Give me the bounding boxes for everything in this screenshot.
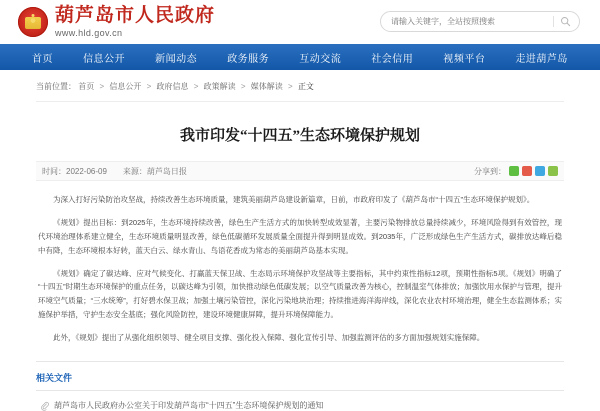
related-files-section [36,361,564,411]
site-url: www.hld.gov.cn [55,28,123,39]
nav-item-2[interactable]: 新闻动态 [155,53,198,65]
share-group [474,166,558,177]
article-body [36,181,564,345]
search-box[interactable] [380,11,580,32]
breadcrumb-item-0[interactable]: 首页 [78,82,95,91]
article-paragraph-3: 此外，《规划》提出了从强化组织领导、健全项目支撑、强化投入保障、强化宣传引导、加强监测评估的多方面加强规划实施保障。 [53,333,485,342]
site-branding [55,6,215,39]
nav-item-0[interactable]: 首页 [32,53,53,65]
qq-icon[interactable] [535,166,545,176]
article-time [42,166,107,177]
article-meta-left [42,166,187,177]
article-meta-bar [36,161,564,181]
site-title: 葫芦岛市人民政府 [55,4,216,26]
breadcrumb-item-4[interactable]: 媒体解读 [250,82,283,91]
main-nav [0,44,600,70]
content-card [0,70,600,411]
article-time-value: 2022-06-09 [66,166,107,176]
related-files-title: 相关文件 [36,371,564,391]
breadcrumb-item-1[interactable]: 信息公开 [109,82,142,91]
weibo-icon[interactable] [522,166,532,176]
breadcrumb-sep-2: > [193,82,199,91]
wechat-icon[interactable] [509,166,519,176]
nav-item-4[interactable]: 互动交流 [299,53,342,65]
breadcrumb-sep-4: > [288,82,293,91]
nav-item-7[interactable]: 走进葫芦岛 [515,53,568,65]
search-input[interactable] [389,16,547,27]
related-file-link[interactable]: 葫芦岛市人民政府办公室关于印发葫芦岛市“十四五”生态环境保护规划的通知 [54,400,324,410]
site-header [0,0,600,44]
article-paragraph-1: 《规划》提出目标：到2025年，生态环境持续改善，绿色生产生活方式的加快转型成效显著，主要污染物排放总量持续减少，环境风险得到有效管控，现代环境治理体系建立健全，生态环境质量明显改善，绿色低碳循环发展质量全面提升得到明显成效。到2035年，广泛形成绿色生产生活方式，碳排放达峰后稳中有降，生态环境根本好转，蓝天白云、绿水青山、鸟语花香成为常态的美丽葫芦岛基本实现。 [38,217,562,255]
breadcrumb [36,70,564,102]
article-paragraph-2: 《规划》确定了碳达峰、应对气候变化、打赢蓝天保卫战、生态局示环境保护攻坚战等主要指标，其中约束性指标12项，预期性指标5项。《规划》明确了“十四五”时期生态环境保护的重点任务，以碳达峰为引领，加快推动绿色低碳发展；以空气质量改善为核心，控制温室气体排放；加强饮用水保护与管理，提升环境空气质量；“三水统筹”，打好碧水保卫战；加强土壤污染管控，深化污染地块治理；持续推进海洋海岸线，深化农业农村环境治理，健全生态监测体系；实施保护举措，守护生态安全基底；强化风险防控，建设环境健康屏障，提升环境保障能力。 [38,268,562,320]
breadcrumb-sep-3: > [240,82,246,91]
nav-item-5[interactable]: 社会信用 [371,53,414,65]
search-divider [553,16,554,27]
breadcrumb-item-3[interactable]: 政策解读 [203,82,236,91]
breadcrumb-sep-1: > [146,82,152,91]
breadcrumb-prefix: 当前位置： [36,82,76,91]
paperclip-icon [40,401,49,410]
breadcrumb-sep-0: > [99,82,105,91]
article-time-label: 时间： [42,166,66,176]
article-source-label: 来源： [122,166,147,176]
search-icon[interactable] [560,16,571,27]
article-source-value: 葫芦岛日报 [146,166,187,176]
breadcrumb-item-2[interactable]: 政府信息 [156,82,189,91]
article-source [123,166,187,177]
nav-item-3[interactable]: 政务服务 [227,53,270,65]
share-label: 分享到： [474,166,506,176]
nav-item-6[interactable]: 视频平台 [443,53,486,65]
more-share-icon[interactable] [548,166,558,176]
nav-item-1[interactable]: 信息公开 [83,53,126,65]
article-paragraph-0: 为深入打好污染防治攻坚战，持续改善生态环境质量，建筑美丽葫芦岛建设新篇章，日前，市政府印发了《葫芦岛市“十四五”生态环境保护规划》。 [53,195,535,204]
list-item[interactable] [36,391,564,411]
page-title: 我市印发“十四五”生态环境保护规划 [179,128,420,144]
breadcrumb-current: 正文 [297,82,314,91]
national-emblem-icon [18,7,48,37]
